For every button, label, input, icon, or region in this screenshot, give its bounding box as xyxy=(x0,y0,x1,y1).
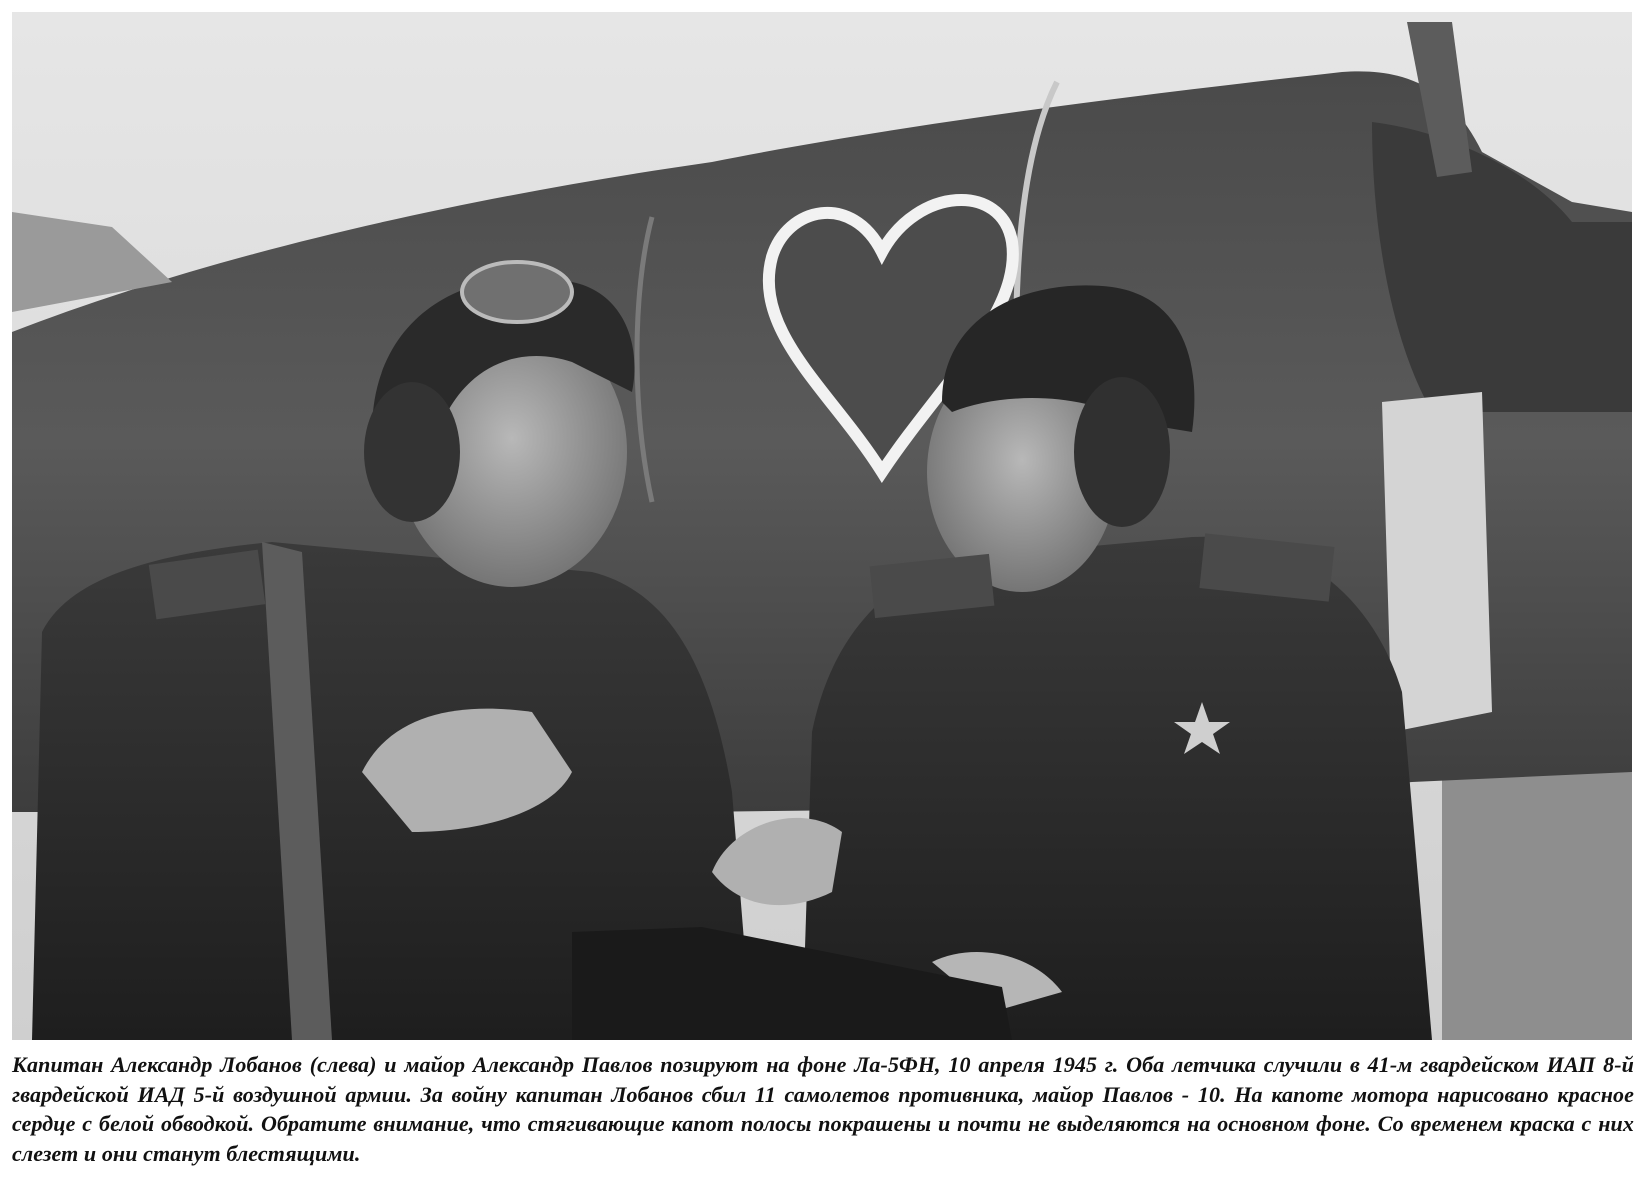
photo-caption: Капитан Александр Лобанов (слева) и майор Александр Павлов позируют на фоне Ла-5ФН, 10 апреля 1945 г. Оба летчика случили в 41-м гвардейском ИАП 8-й гвардейской ИАД 5-й воздушной армии. За войну капитан Лобанов сбил 11 самолетов противника, майор Павлов - 10. На капоте мотора нарисовано красное сердце с белой обводкой. Обратите внимание, что стягивающие капот полосы покрашены и почти не выделяются на основном фоне. Со временем краска с них слезет и они станут блестящими. xyxy=(12,1052,1634,1166)
pilot-left-goggles xyxy=(462,262,572,322)
propeller-blade-lower xyxy=(1382,392,1492,732)
pilot-right-earphone xyxy=(1074,377,1170,527)
historical-photo xyxy=(12,12,1632,1040)
pilot-left-earphone xyxy=(364,382,460,522)
photo-illustration xyxy=(12,12,1632,1040)
